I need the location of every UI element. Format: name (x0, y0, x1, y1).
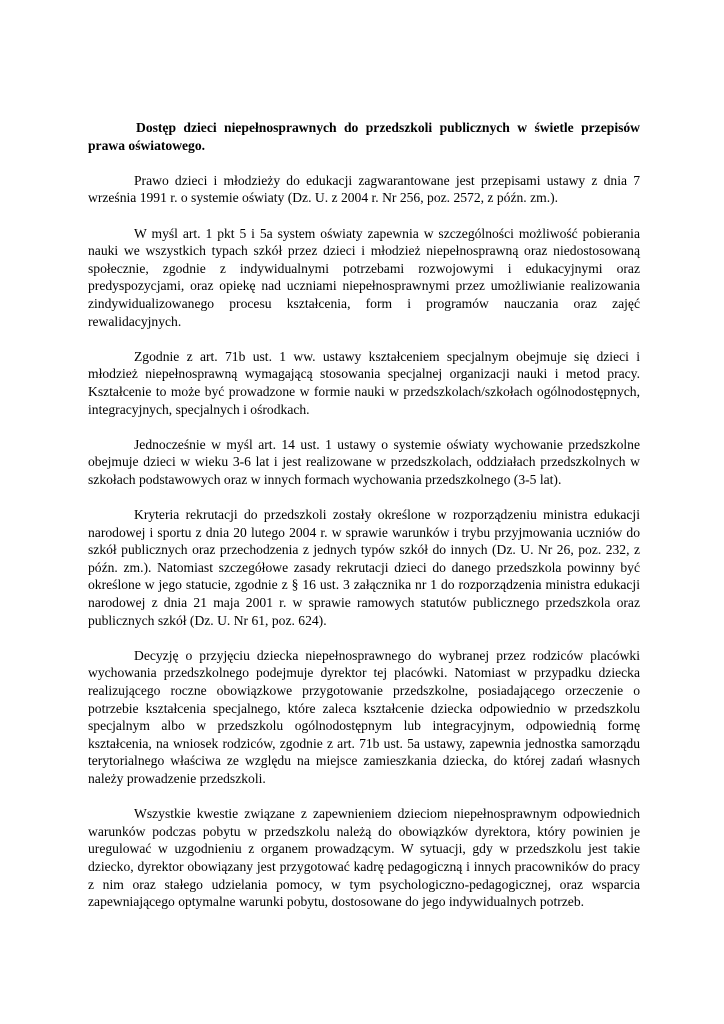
document-title: Dostęp dzieci niepełnosprawnych do przedszkoli publicznych w świetle przepisów prawa oświatowego. (88, 120, 640, 153)
paragraph-3: Zgodnie z art. 71b ust. 1 ww. ustawy kształceniem specjalnym obejmuje się dzieci i młodzież niepełnosprawną wymagającą stosowania specjalnej organizacji nauki i metod pracy. Kształcenie to może być prowadzone w formie nauki w przedszkolach/szkołach ogólnodostępnych, integracyjnych, specjalnych i ośrodkach. (88, 348, 640, 417)
document-body (88, 119, 640, 928)
paragraph-5: Kryteria rekrutacji do przedszkoli zostały określone w rozporządzeniu ministra edukacji narodowej i sportu z dnia 20 lutego 2004 r. w sprawie warunków i trybu przyjmowania uczniów do szkół publicznych oraz przechodzenia z jednych typów szkół do innych (Dz. U. Nr 26, poz. 232, z późn. zm.). Natomiast szczegółowe zasady rekrutacji dzieci do danego przedszkola powinny być określone w jego statucie, zgodnie z § 16 ust. 3 załącznika nr 1 do rozporządzenia ministra edukacji narodowej z dnia 21 maja 2001 r. w sprawie ramowych statutów publicznego przedszkola oraz publicznych szkół (Dz. U. Nr 61, poz. 624). (88, 507, 640, 628)
paragraph-6: Decyzję o przyjęciu dziecka niepełnosprawnego do wybranej przez rodziców placówki wychowania przedszkolnego podejmuje dyrektor tej placówki. Natomiast w przypadku dziecka realizującego roczne obowiązkowe przygotowanie przedszkolne, posiadającego orzeczenie o potrzebie kształcenia specjalnego, które zaleca kształcenie dziecka odpowiednio w przedszkolu specjalnym albo w przedszkolu ogólnodostępnym lub integracyjnym, odpowiednią formę kształcenia, na wniosek rodziców, zgodnie z art. 71b ust. 5a ustawy, zapewnia jednostka samorządu terytorialnego właściwa ze względu na miejsce zamieszkania dziecka, do której zadań własnych należy prowadzenie przedszkoli. (88, 647, 640, 786)
paragraph-2: W myśl art. 1 pkt 5 i 5a system oświaty zapewnia w szczególności możliwość pobierania nauki we wszystkich typach szkół przez dzieci i młodzież niepełnosprawną oraz niedostosowaną społecznie, zgodnie z indywidualnymi potrzebami rozwojowymi i edukacyjnymi oraz predyspozycjami, oraz opiekę nad uczniami niepełnosprawnymi przez umożliwianie realizowania zindywidualizowanego procesu kształcenia, form i programów nauczania oraz zajęć rewalidacyjnych. (88, 225, 640, 329)
paragraph-7: Wszystkie kwestie związane z zapewnieniem dzieciom niepełnosprawnym odpowiednich warunków podczas pobytu w przedszkolu należą do obowiązków dyrektora, który powinien je uregulować w uzgodnieniu z organem prowadzącym. W sytuacji, gdy w przedszkolu jest takie dziecko, dyrektor obowiązany jest przygotować kadrę pedagogiczną i innych pracowników do pracy z nim oraz stałego udzielania pomocy, w tym psychologiczno-pedagogicznej, oraz wsparcia zapewniającego optymalne warunki pobytu, dostosowane do jego indywidualnych potrzeb. (88, 806, 640, 910)
paragraph-1: Prawo dzieci i młodzieży do edukacji zagwarantowane jest przepisami ustawy z dnia 7 września 1991 r. o systemie oświaty (Dz. U. z 2004 r. Nr 256, poz. 2572, z późn. zm.). (88, 172, 640, 206)
paragraph-4: Jednocześnie w myśl art. 14 ust. 1 ustawy o systemie oświaty wychowanie przedszkolne obejmuje dzieci w wieku 3-6 lat i jest realizowane w przedszkolach, oddziałach przedszkolnych w szkołach podstawowych oraz w innych formach wychowania przedszkolnego (3-5 lat). (88, 436, 640, 487)
